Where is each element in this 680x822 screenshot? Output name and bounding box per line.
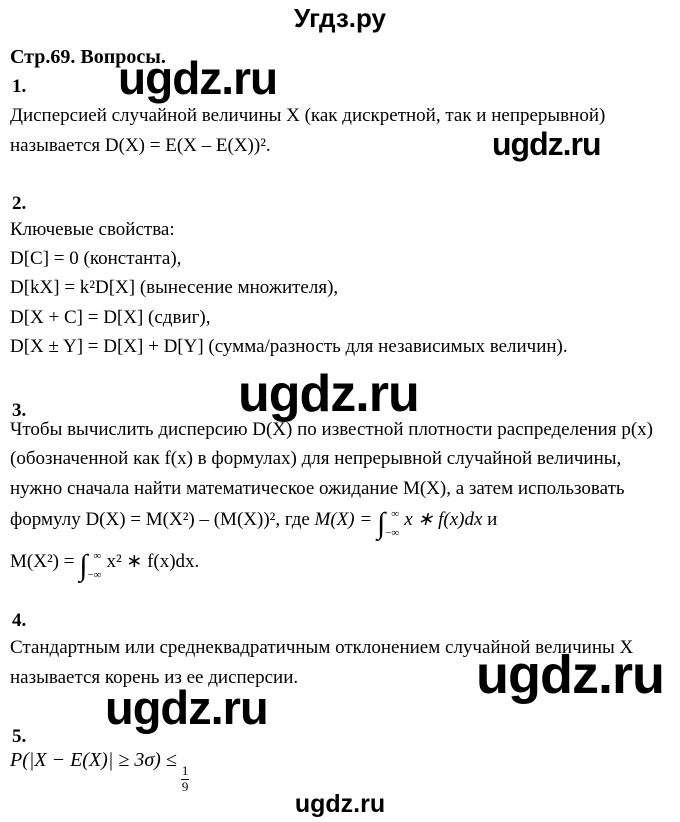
integral-glyph: ∫ <box>376 507 386 540</box>
question-2-line-5: D[X ± Y] = D[X] + D[Y] (сумма/разность для независимых величин). <box>10 336 568 357</box>
question-5-formula <box>10 748 189 795</box>
question-2-line-3: D[kX] = k²D[X] (вынесение множителя), <box>10 277 339 298</box>
integral-upper-limit: ∞ <box>93 550 102 562</box>
question-3-formula-line-1 <box>10 508 497 539</box>
question-1-number: 1. <box>12 76 27 97</box>
question-5-number: 5. <box>12 726 27 747</box>
question-4-number: 4. <box>12 610 27 631</box>
formula-mx2-lhs: M(X²) = <box>10 551 80 572</box>
watermark-ugdz-1: ugdz.ru <box>118 52 278 104</box>
question-1-line-2: называется D(X) = E(X – E(X))². <box>10 135 271 156</box>
integral-lower-limit: −∞ <box>87 569 102 581</box>
formula-mx2-rhs: x² ∗ f(x)dx. <box>106 551 200 572</box>
formula-mx-lhs: M(X) = <box>314 509 377 530</box>
chebyshev-inequality-text: P(|X − E(X)| ≥ 3σ) ≤ <box>10 749 177 771</box>
question-3-line-1: Чтобы вычислить дисперсию D(X) по известной плотности распределения p(x) <box>10 419 653 440</box>
watermark-ugdz-2: ugdz.ru <box>492 126 601 162</box>
site-footer-url: ugdz.ru <box>294 790 386 818</box>
question-2-line-4: D[X + C] = D[X] (сдвиг), <box>10 307 211 328</box>
integral-symbol <box>79 551 106 581</box>
fraction-numerator: 1 <box>181 763 189 778</box>
formula-mx-rhs: x ∗ f(x)dx <box>404 509 483 530</box>
integral-limits <box>88 551 102 581</box>
site-header-title: Угдз.ру <box>294 3 386 33</box>
integral-limits <box>386 509 400 539</box>
formula-text-prefix: формулу D(X) = M(X²) – (M(X))², где <box>10 509 315 530</box>
question-1-line-1: Дисперсией случайной величины X (как дискретной, так и непрерывной) <box>10 105 606 126</box>
integral-upper-limit: ∞ <box>391 508 400 520</box>
question-2-line-2: D[C] = 0 (константа), <box>10 248 182 269</box>
watermark-ugdz-5: ugdz.ru <box>105 681 268 734</box>
question-3-line-3: нужно сначала найти математическое ожидание M(X), а затем использовать <box>10 478 625 499</box>
question-4-line-2: называется корень из ее дисперсии. <box>10 667 299 688</box>
watermark-ugdz-3: ugdz.ru <box>238 365 419 423</box>
integral-symbol <box>377 509 404 539</box>
question-3-formula-line-2 <box>10 550 199 581</box>
question-4-line-1: Стандартным или среднеквадратичным отклонением случайной величины X <box>10 637 634 658</box>
integral-glyph: ∫ <box>79 549 88 582</box>
question-3-number: 3. <box>12 400 27 421</box>
page-heading: Стр.69. Вопросы. <box>10 46 166 68</box>
formula-tail: и <box>482 509 498 530</box>
integral-lower-limit: −∞ <box>385 527 400 539</box>
question-3-line-2: (обозначенной как f(x) в формулах) для непрерывной случайной величины, <box>10 448 622 469</box>
fraction-denominator: 9 <box>181 778 189 794</box>
watermark-ugdz-4: ugdz.ru <box>476 645 664 705</box>
question-2-line-1: Ключевые свойства: <box>10 219 175 240</box>
question-2-number: 2. <box>12 193 27 214</box>
